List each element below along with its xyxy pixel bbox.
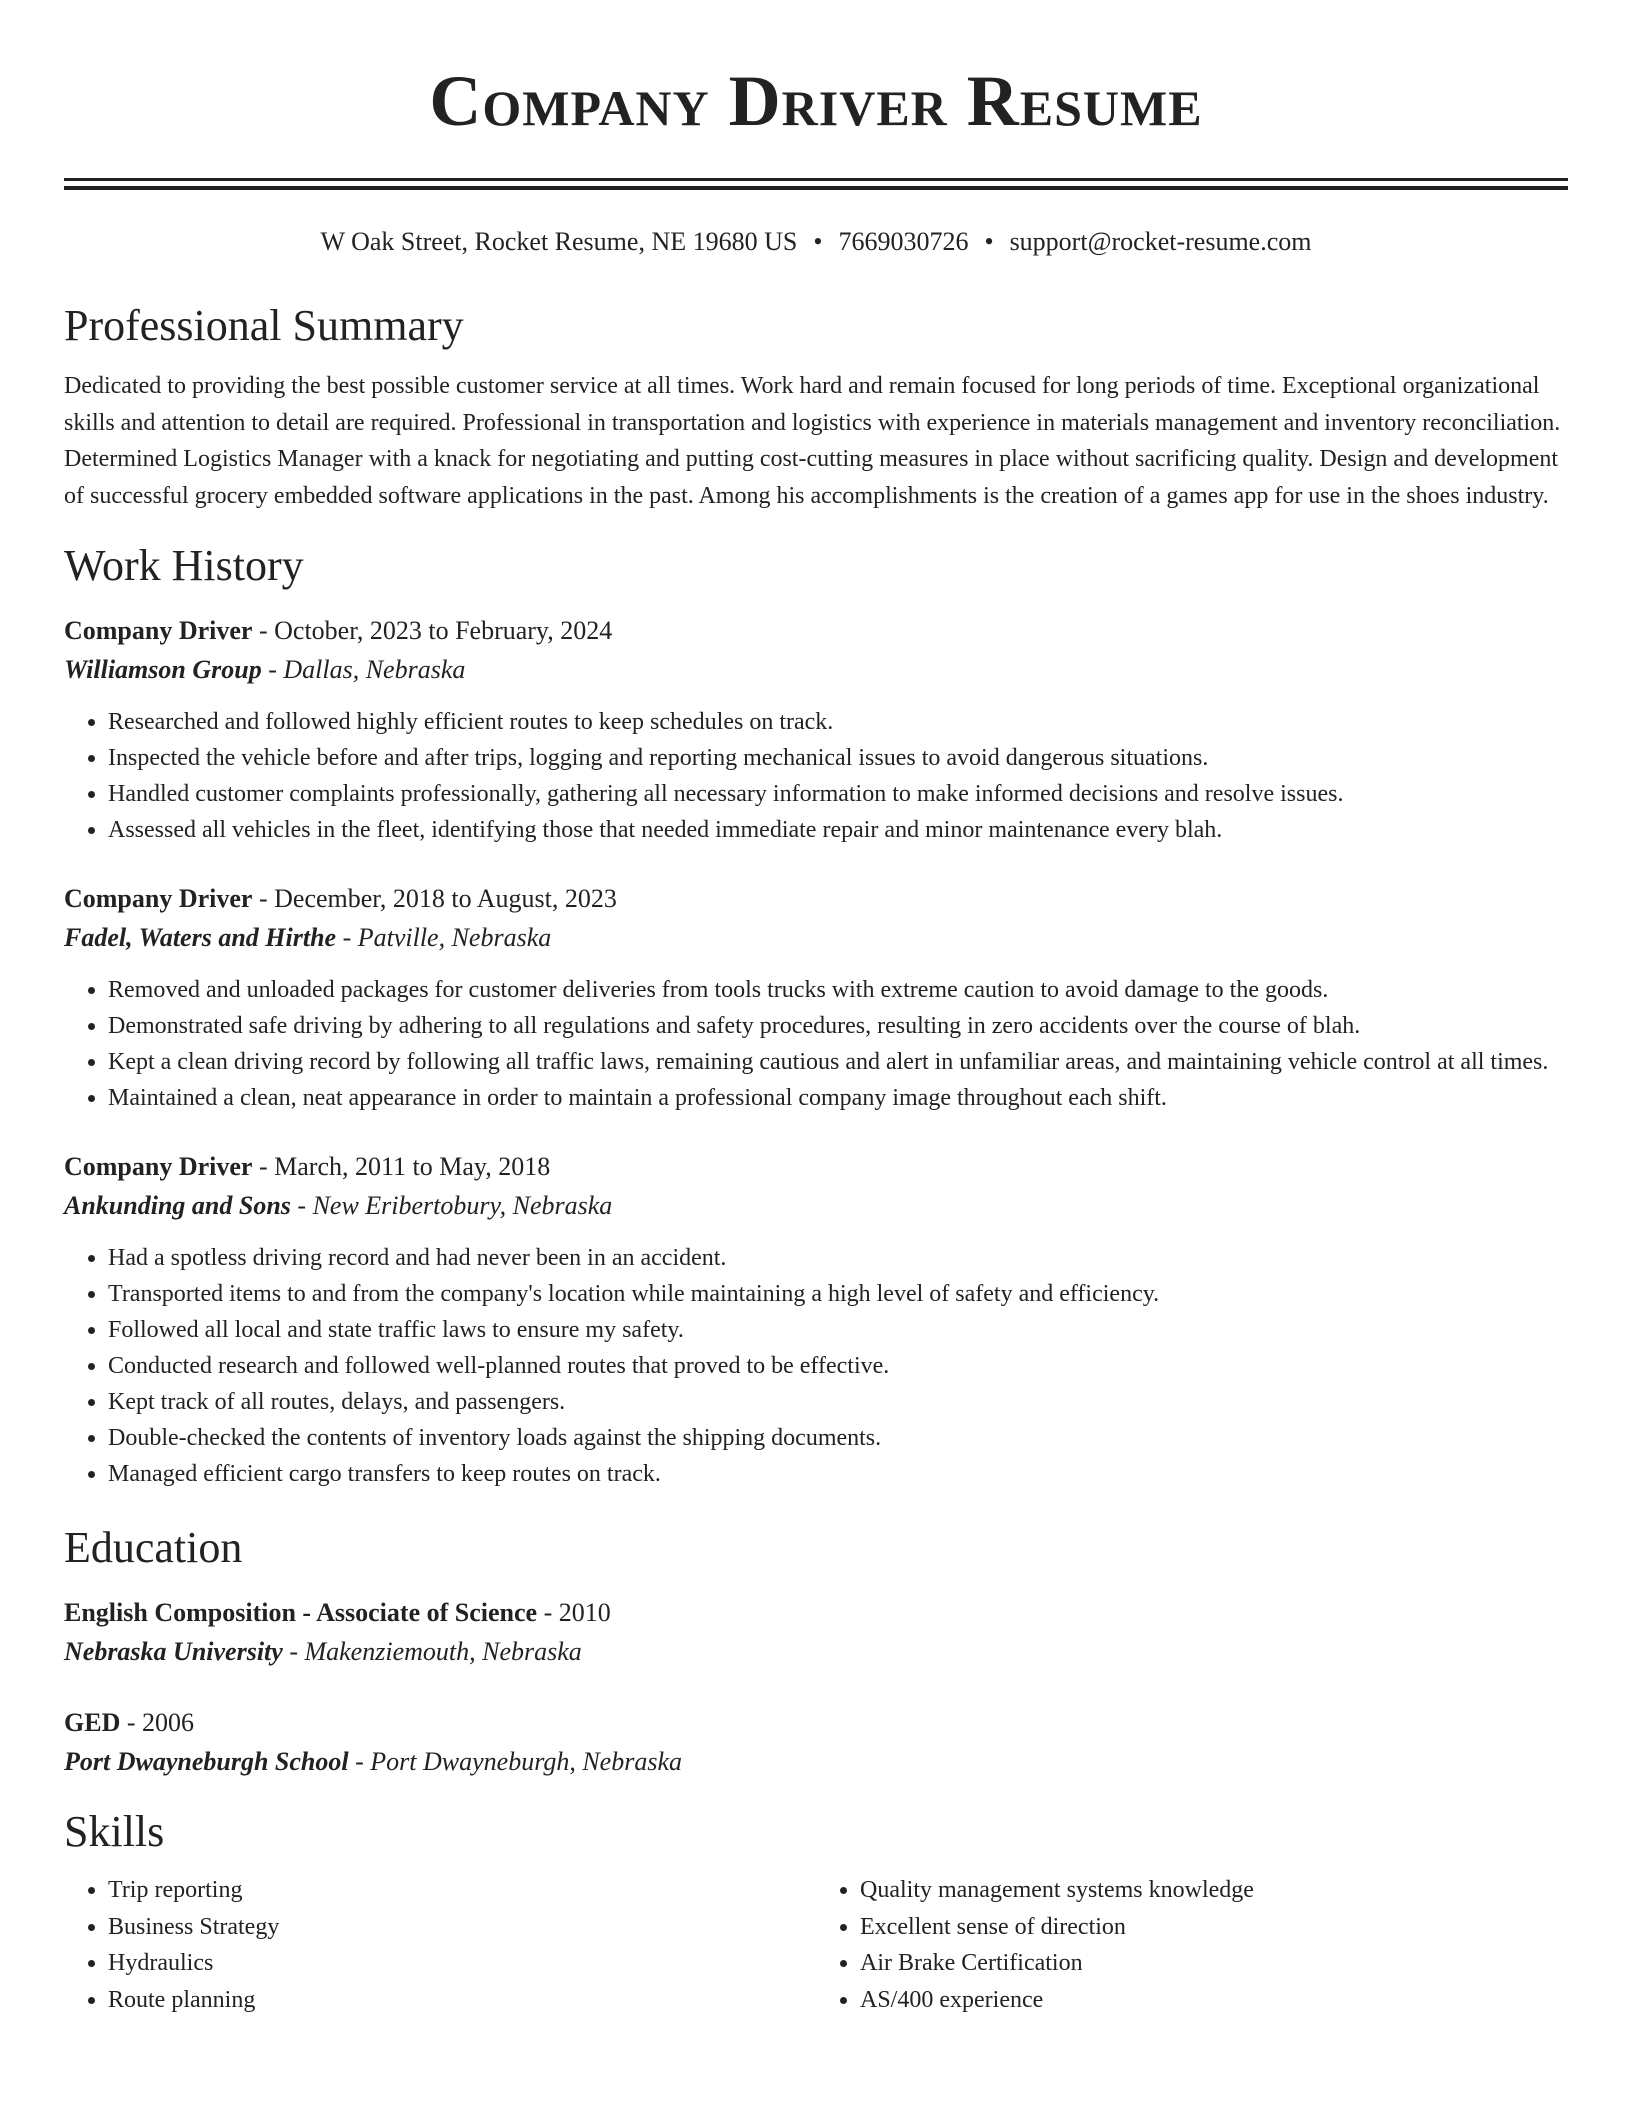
job-bullet: • Double-checked the contents of inventory loads against the shipping documents. (108, 1420, 1568, 1456)
education-heading: Education (64, 1523, 243, 1572)
skills-columns (64, 1872, 1568, 2018)
education-school-line (64, 1632, 1568, 1672)
job-bullets (64, 704, 1568, 848)
job-entry (64, 1148, 1568, 1492)
job-bullet: • Demonstrated safe driving by adhering to all regulations and safety procedures, resulting in zero accidents over the course of blah. (108, 1008, 1568, 1044)
job-bullets (64, 972, 1568, 1116)
summary-text: Dedicated to providing the best possible customer service at all times. Work hard and remain focused for long periods of time. Exceptional organizational skills and attention to detail are required. Professional in transportation and logistics with experience in materials management and inventory reconciliation. Determined Logistics Manager with a knack for negotiating and putting cost-cutting measures in place without sacrificing quality. Design and development of successful grocery embedded software applications in the past. Among his accomplishments is the creation of a games app for use in the shoes industry. (64, 373, 1561, 509)
education-location: - Makenziemouth, Nebraska (282, 1637, 582, 1666)
resume-title: Company Driver Resume (429, 61, 1203, 141)
job-title: Company Driver (64, 1152, 253, 1181)
job-company-line (64, 1186, 1568, 1226)
education-degree: GED (64, 1708, 121, 1737)
education-year: - 2006 (120, 1708, 195, 1737)
skill-item: • Route planning (108, 1982, 816, 2019)
education-degree-line (64, 1594, 1568, 1632)
job-bullet: • Removed and unloaded packages for customer deliveries from tools trucks with extreme caution to avoid damage to the goods. (108, 972, 1568, 1008)
job-entry (64, 880, 1568, 1116)
job-location: - Patville, Nebraska (336, 923, 552, 952)
job-bullet: • Followed all local and state traffic laws to ensure my safety. (108, 1312, 1568, 1348)
job-bullet: • Maintained a clean, neat appearance in order to maintain a professional company image throughout each shift. (108, 1080, 1568, 1116)
contact-phone: 7669030726 (838, 227, 969, 256)
job-company: Fadel, Waters and Hirthe (64, 923, 337, 952)
job-bullet: • Had a spotless driving record and had never been in an accident. (108, 1240, 1568, 1276)
job-dates: - December, 2018 to August, 2023 (252, 884, 617, 913)
job-company: Williamson Group (64, 655, 262, 684)
job-dates: - October, 2023 to February, 2024 (252, 616, 613, 645)
contact-email: support@rocket-resume.com (1009, 227, 1312, 256)
job-bullets (64, 1240, 1568, 1492)
job-company-line (64, 918, 1568, 958)
job-bullet: • Assessed all vehicles in the fleet, identifying those that needed immediate repair and minor maintenance every blah. (108, 812, 1568, 848)
job-bullet: • Conducted research and followed well-planned routes that proved to be effective. (108, 1348, 1568, 1384)
education-year: - 2010 (537, 1598, 611, 1627)
skill-item: • Air Brake Certification (860, 1945, 1568, 1982)
skills-list-right (816, 1872, 1568, 2018)
contact-line (64, 226, 1568, 258)
job-dates: - March, 2011 to May, 2018 (252, 1152, 551, 1181)
skill-item: • Business Strategy (108, 1909, 816, 1946)
job-bullet: • Managed efficient cargo transfers to keep routes on track. (108, 1456, 1568, 1492)
job-company-line (64, 650, 1568, 690)
job-bullet: • Kept track of all routes, delays, and passengers. (108, 1384, 1568, 1420)
education-degree-line (64, 1704, 1568, 1742)
job-location: - Dallas, Nebraska (261, 655, 466, 684)
education-school: Port Dwayneburgh School (64, 1747, 349, 1776)
work-history-heading: Work History (64, 541, 304, 590)
job-title-line (64, 1148, 1568, 1186)
education-degree: English Composition - Associate of Science (64, 1598, 538, 1627)
job-title: Company Driver (64, 616, 253, 645)
job-company: Ankunding and Sons (64, 1191, 291, 1220)
education-school-line (64, 1742, 1568, 1782)
education-entry (64, 1594, 1568, 1672)
skill-item: • Excellent sense of direction (860, 1909, 1568, 1946)
skills-heading: Skills (64, 1807, 165, 1856)
skill-item: • Hydraulics (108, 1945, 816, 1982)
job-title-line (64, 612, 1568, 650)
skill-item: • AS/400 experience (860, 1982, 1568, 2019)
education-school: Nebraska University (64, 1637, 283, 1666)
education-location: - Port Dwayneburgh, Nebraska (348, 1747, 683, 1776)
job-title: Company Driver (64, 884, 253, 913)
contact-separator: • (813, 227, 823, 256)
skills-list-left (64, 1872, 816, 2018)
skill-item: • Trip reporting (108, 1872, 816, 1909)
job-bullet: • Kept a clean driving record by following all traffic laws, remaining cautious and alert in unfamiliar areas, and maintaining vehicle control at all times. (108, 1044, 1568, 1080)
job-bullet: • Transported items to and from the company's location while maintaining a high level of safety and efficiency. (108, 1276, 1568, 1312)
job-bullet: • Handled customer complaints professionally, gathering all necessary information to make informed decisions and resolve issues. (108, 776, 1568, 812)
job-bullet: • Researched and followed highly efficient routes to keep schedules on track. (108, 704, 1568, 740)
job-title-line (64, 880, 1568, 918)
job-bullet: • Inspected the vehicle before and after trips, logging and reporting mechanical issues to avoid dangerous situations. (108, 740, 1568, 776)
contact-address: W Oak Street, Rocket Resume, NE 19680 US (320, 227, 798, 256)
title-divider (64, 178, 1568, 190)
education-entry (64, 1704, 1568, 1782)
job-entry (64, 612, 1568, 848)
contact-separator: • (984, 227, 994, 256)
summary-heading: Professional Summary (64, 301, 464, 350)
skill-item: • Quality management systems knowledge (860, 1872, 1568, 1909)
job-location: - New Eribertobury, Nebraska (290, 1191, 613, 1220)
